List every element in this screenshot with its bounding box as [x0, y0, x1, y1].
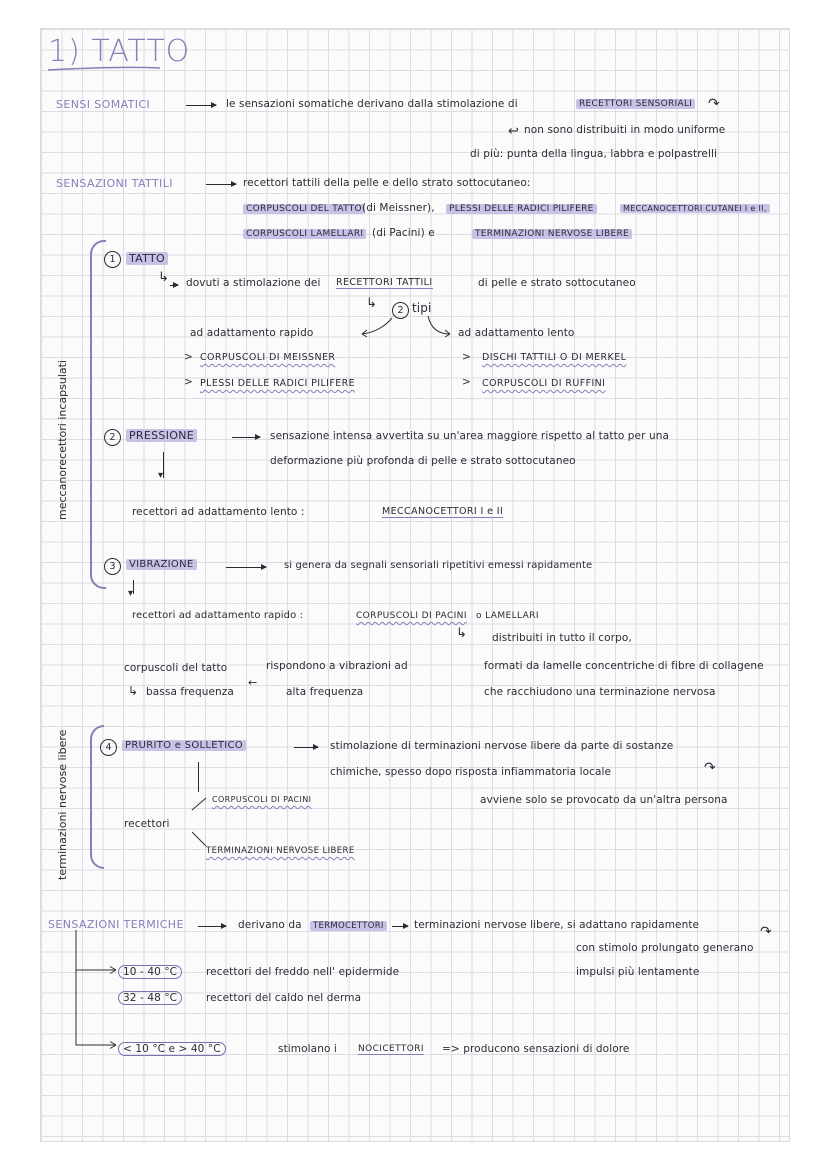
- tatto-text-c: di pelle e strato sottocutaneo: [478, 277, 636, 289]
- vibrazione-formati-2: che racchiudono una terminazione nervosa: [484, 686, 716, 698]
- adattamento-rapido: ad adattamento rapido: [190, 327, 314, 339]
- left-arrow-icon: ←: [248, 676, 258, 689]
- sensazioni-tattili-label: SENSAZIONI TATTILI: [56, 177, 173, 190]
- vibrazione-recettori: recettori ad adattamento rapido :: [132, 610, 304, 621]
- sensi-somatici-text: le sensazioni somatiche derivano dalla stimolazione di: [226, 98, 518, 110]
- pressione-text-2: deformazione più profonda di pelle e strato sottocutaneo: [270, 455, 576, 467]
- range-box-2: 32 - 48 °C: [118, 991, 182, 1005]
- side-label-terminazioni: terminazioni nervose libere: [56, 729, 69, 880]
- meccanocettori: MECCANOCETTORI I e II: [382, 506, 504, 517]
- range-text-2: recettori del caldo nel derma: [206, 992, 362, 1004]
- arrow-head: ▾: [128, 588, 134, 599]
- bullet: >: [462, 351, 471, 363]
- curved-arrow-icon: ↷: [704, 760, 716, 776]
- termocettori-highlight: TERMOCETTORI: [310, 921, 387, 931]
- bullet: >: [184, 351, 193, 363]
- pressione-recettori: recettori ad adattamento lento :: [132, 506, 305, 518]
- hook-arrow-icon: ↳: [366, 296, 377, 311]
- bullet: >: [462, 376, 471, 388]
- tattili-h1: CORPUSCOLI DEL TATTO: [243, 204, 365, 214]
- bullet: >: [184, 376, 193, 388]
- alta-frequenza: alta frequenza: [286, 686, 364, 698]
- prurito-r2: TERMINAZIONI NERVOSE LIBERE: [206, 846, 355, 856]
- rapido-item-2: PLESSI DELLE RADICI PILIFERE: [200, 378, 356, 389]
- section-number-1: 1: [104, 251, 121, 268]
- recettori-sensoriali-highlight: RECETTORI SENSORIALI: [576, 99, 695, 109]
- vibrazione-dist: distribuiti in tutto il corpo,: [492, 632, 632, 644]
- termiche-note-2: impulsi più lentamente: [576, 966, 700, 978]
- vibrazione-label-text: VIBRAZIONE: [126, 559, 197, 570]
- prurito-recettori: recettori: [124, 818, 170, 830]
- section-number-3: 3: [104, 558, 121, 575]
- lento-item-1: DISCHI TATTILI O DI MERKEL: [482, 352, 627, 363]
- range-text-1: recettori del freddo nell' epidermide: [206, 966, 400, 978]
- tattili-h4-note: (di Pacini) e: [372, 227, 435, 239]
- sensi-somatici-label: SENSI SOMATICI: [56, 98, 151, 111]
- tattili-h5: TERMINAZIONI NERVOSE LIBERE: [472, 229, 632, 239]
- arrow-head: ▾: [158, 470, 164, 481]
- corpuscoli-pacini: CORPUSCOLI DI PACINI: [356, 611, 467, 621]
- section-number-4: 4: [100, 739, 117, 756]
- sensi-note-1: non sono distribuiti in modo uniforme: [524, 124, 726, 136]
- termiche-text-b: terminazioni nervose libere, si adattano rapidamente: [414, 919, 700, 931]
- nocicettori: NOCICETTORI: [358, 1044, 424, 1054]
- sensazioni-tattili-text: recettori tattili della pelle e dello strato sottocutaneo:: [243, 177, 531, 189]
- curved-arrow-icon: ↷: [708, 96, 720, 112]
- range-box-1: 10 - 40 °C: [118, 965, 182, 979]
- hook-arrow-icon: ↳: [456, 626, 467, 641]
- vibrazione-formati-1: formati da lamelle concentriche di fibre di collagene: [484, 660, 764, 672]
- sensi-note-2: di più: punta della lingua, labbra e polpastrelli: [470, 148, 718, 160]
- bassa-frequenza: bassa frequenza: [146, 686, 234, 698]
- range-box-3: < 10 °C e > 40 °C: [118, 1042, 226, 1056]
- return-arrow-icon: ↩: [508, 124, 519, 139]
- lento-item-2: CORPUSCOLI DI RUFFINI: [482, 378, 606, 389]
- side-label-meccanorecettori: meccanorecettori incapsulati: [56, 360, 69, 520]
- vibrazione-text: si genera da segnali sensoriali ripetitivi emessi rapidamente: [284, 560, 593, 571]
- range-text-3c: => producono sensazioni di dolore: [442, 1043, 630, 1055]
- prurito-text-3: avviene solo se provocato da un'altra persona: [480, 794, 728, 806]
- prurito-r1: CORPUSCOLI DI PACINI: [212, 795, 312, 804]
- prurito-label-text: PRURITO e SOLLETICO: [122, 740, 246, 751]
- rispondono: rispondono a vibrazioni ad: [266, 660, 408, 672]
- hook-arrow-icon: ↳: [128, 684, 139, 698]
- pressione-label-text: PRESSIONE: [126, 429, 197, 442]
- range-text-3a: stimolano i: [278, 1043, 337, 1055]
- recettori-tattili: RECETTORI TATTILI: [336, 277, 433, 288]
- tattili-h1-note: (di Meissner),: [362, 202, 435, 214]
- section-number-2: 2: [104, 429, 121, 446]
- hook-arrow-icon: ↳: [158, 270, 169, 285]
- tattili-h4: CORPUSCOLI LAMELLARI: [243, 229, 366, 239]
- tipi-label: tipi: [412, 301, 432, 315]
- termiche-note-1: con stimolo prolungato generano: [576, 942, 754, 954]
- rapido-item-1: CORPUSCOLI DI MEISSNER: [200, 352, 336, 363]
- corpuscoli-tatto: corpuscoli del tatto: [124, 662, 228, 674]
- prurito-text-1: stimolazione di terminazioni nervose libere da parte di sostanze: [330, 740, 674, 752]
- prurito-text-2: chimiche, spesso dopo risposta infiammatoria locale: [330, 766, 612, 778]
- page-title: 1) TATTO: [48, 34, 191, 69]
- pressione-text-1: sensazione intensa avvertita su un'area maggiore rispetto al tatto per una: [270, 430, 670, 442]
- tatto-label-text: TATTO: [126, 252, 168, 265]
- lamellari: o LAMELLARI: [476, 611, 539, 621]
- tipi-number: 2: [392, 302, 409, 319]
- termiche-text-a: derivano da: [238, 919, 302, 931]
- tattili-h2: PLESSI DELLE RADICI PILIFERE: [446, 204, 597, 214]
- adattamento-lento: ad adattamento lento: [458, 327, 575, 339]
- curved-arrow-icon: ↷: [760, 924, 772, 940]
- tattili-h3: MECCANOCETTORI CUTANEI I e II,: [620, 204, 770, 213]
- sensazioni-termiche-label: SENSAZIONI TERMICHE: [48, 918, 184, 931]
- tatto-text-a: dovuti a stimolazione dei: [186, 277, 321, 289]
